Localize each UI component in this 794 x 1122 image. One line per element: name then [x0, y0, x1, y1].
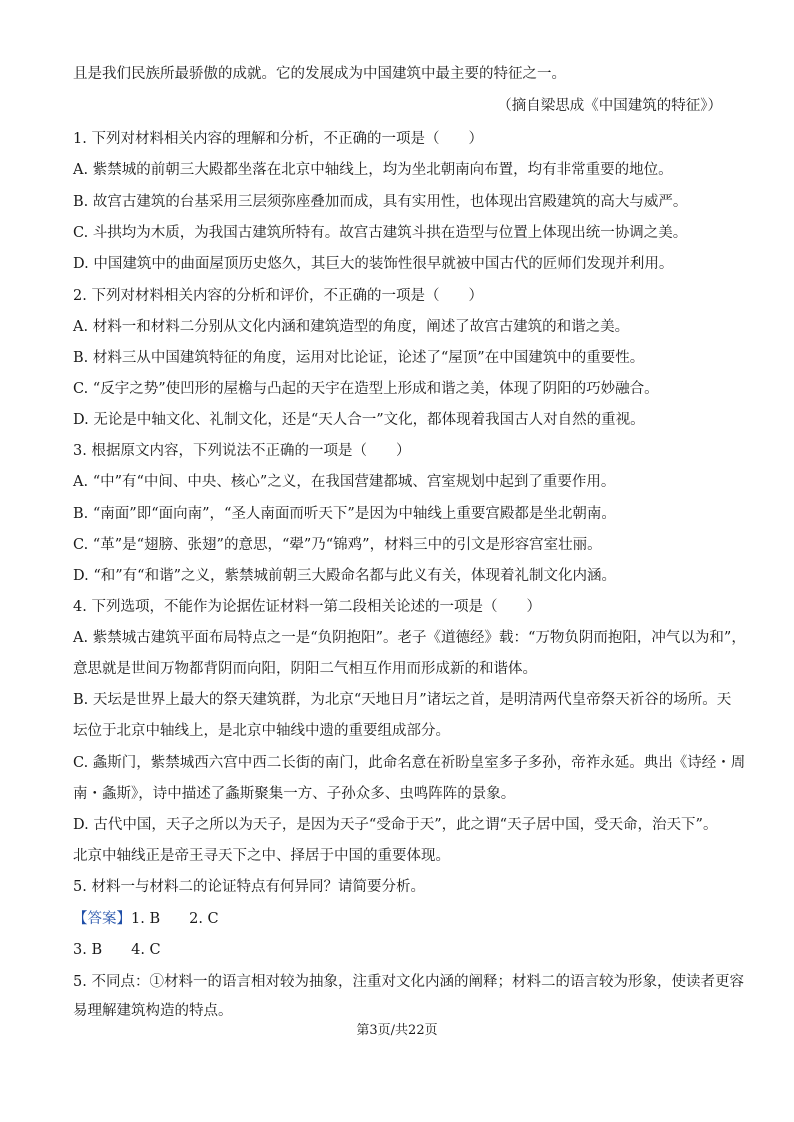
intro-tail-text: 且是我们民族所最骄傲的成就。它的发展成为中国建筑中最主要的特征之一。 [73, 66, 566, 82]
question-3-option-d: D. “和”有“和谐”之义，紫禁城前朝三大殿命名都与此义有关，体现着礼制文化内涵。 [73, 568, 616, 584]
question-3-stem: 3. 根据原文内容，下列说法不正确的一项是（ ） [73, 443, 411, 459]
question-1-option-d: D. 中国建筑中的曲面屋顶历史悠久，其巨大的装饰性很早就被中国古代的匠师们发现并利用。 [73, 256, 674, 272]
question-2-option-c: C. “反宇之势”使凹形的屋檐与凸起的天宇在造型上形成和谐之美，体现了阴阳的巧妙融合。 [73, 381, 659, 397]
question-4-option-d: D. 古代中国，天子之所以为天子，是因为天子“受命于天”，此之谓“天子居中国，受天命，治天下”。 [73, 817, 718, 833]
question-2-stem: 2. 下列对材料相关内容的分析和评价，不正确的一项是（ ） [73, 288, 483, 304]
answer-q5-line-1: 5. 不同点：①材料一的语言相对较为抽象，注重对文化内涵的阐释；材料二的语言较为形象，使读者更容 [73, 974, 744, 990]
question-4-option-a-cont: 意思就是世间万物都背阴而向阳，阴阳二气相互作用而形成新的和谐体。 [73, 661, 537, 677]
question-4-option-d-cont: 北京中轴线正是帝王寻天下之中、择居于中国的重要体现。 [73, 848, 450, 864]
source-note: （摘自梁思成《中国建筑的特征》） [497, 98, 722, 114]
answer-choices-2: 3. B 4. C [73, 942, 161, 958]
answer-line-1 [73, 909, 219, 929]
question-3-option-b: B. “南面”即“面向南”，“圣人南面而听天下”是因为中轴线上重要宫殿都是坐北朝南。 [73, 506, 616, 522]
question-3-option-c: C. “革”是“翅膀、张翅”的意思，“翚”乃“锦鸡”，材料三中的引文是形容宫室壮丽。 [73, 537, 602, 553]
question-5-stem: 5. 材料一与材料二的论证特点有何异同？请简要分析。 [73, 879, 425, 895]
answer-tag: 【答案】 [73, 911, 131, 927]
question-4-option-c: C. 螽斯门，紫禁城西六宫中西二长街的南门，此命名意在祈盼皇室多子多孙，帝祚永延。典出《诗经・周 [73, 755, 746, 771]
question-4-option-a: A. 紫禁城古建筑平面布局特点之一是“负阴抱阳”。老子《道德经》载：“万物负阴而抱阳，冲气以为和”， [73, 630, 746, 646]
question-2-option-a: A. 材料一和材料二分别从文化内涵和建筑造型的角度，阐述了故宫古建筑的和谐之美。 [73, 319, 630, 335]
question-3-option-a: A. “中”有“中间、中央、核心”之义，在我国营建都城、宫室规划中起到了重要作用。 [73, 474, 616, 490]
question-4-option-c-cont: 南・螽斯》，诗中描述了螽斯聚集一方、子孙众多、虫鸣阵阵的景象。 [73, 786, 516, 802]
question-1-option-a: A. 紫禁城的前朝三大殿都坐落在北京中轴线上，均为坐北朝南向布置，均有非常重要的地位。 [73, 162, 673, 178]
question-4-stem: 4. 下列选项，不能作为论据佐证材料一第二段相关论述的一项是（ ） [73, 599, 541, 615]
answer-q5-line-2: 易理解建筑构造的特点。 [73, 1003, 233, 1019]
question-1-option-c: C. 斗拱均为木质，为我国古建筑所特有。故宫古建筑斗拱在造型与位置上体现出统一协调之美。 [73, 225, 688, 241]
question-4-option-b-cont: 坛位于北京中轴线上，是北京中轴线中遗的重要组成部分。 [73, 723, 450, 739]
question-2-option-d: D. 无论是中轴文化、礼制文化，还是“天人合一”文化，都体现着我国古人对自然的重视。 [73, 412, 645, 428]
page-footer: 第3页/共22页 [356, 1023, 438, 1038]
question-1-stem: 1. 下列对材料相关内容的理解和分析，不正确的一项是（ ） [73, 131, 483, 147]
question-4-option-b: B. 天坛是世界上最大的祭天建筑群，为北京“天地日月”诸坛之首，是明清两代皇帝祭天祈谷的场所。天 [73, 692, 732, 708]
question-2-option-b: B. 材料三从中国建筑特征的角度，运用对比论证，论述了“屋顶”在中国建筑中的重要性。 [73, 350, 645, 366]
answer-choices-1: 1. B 2. C [131, 911, 219, 927]
question-1-option-b: B. 故宫古建筑的台基采用三层须弥座叠加而成，具有实用性，也体现出宫殿建筑的高大与威严。 [73, 194, 688, 210]
